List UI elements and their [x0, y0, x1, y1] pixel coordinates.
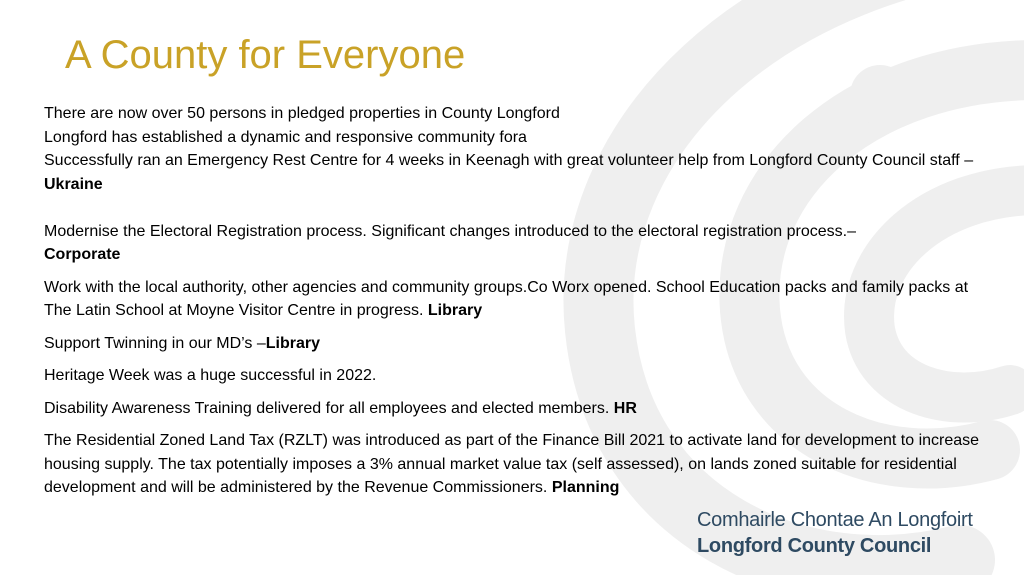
bullet-community-groups-text: Work with the local authority, other agencies and community groups.Co Worx opened. School Education packs and family packs at The Latin School at Moyne Visitor Centre in progress.	[44, 278, 969, 319]
bullet-rzlt	[44, 429, 984, 500]
bullet-community-groups	[44, 276, 984, 323]
bullet-disability-training	[44, 397, 984, 421]
bullet-twinning-text: Support Twinning in our MD’s –	[44, 334, 266, 352]
council-name-english: Longford County Council	[697, 535, 932, 557]
bullet-electoral	[44, 220, 984, 267]
tag-library: Library	[427, 302, 483, 319]
tag-planning: Planning	[551, 479, 620, 496]
bullet-heritage-week-text: Heritage Week was a huge successful in 2022.	[44, 367, 377, 384]
bullet-ukraine	[44, 102, 984, 196]
bullet-heritage-week	[44, 364, 984, 388]
tag-library-twinning: Library	[265, 334, 320, 352]
line-community-fora: Longford has established a dynamic and responsive community fora	[44, 128, 527, 146]
line-pledged-properties: There are now over 50 persons in pledged properties in County Longford	[44, 105, 560, 122]
council-name-irish: Comhairle Chontae An Longfoirt	[697, 509, 973, 531]
line-emergency-rest-centre: Successfully ran an Emergency Rest Centre for 4 weeks in Keenagh with great volunteer help from Longford County Council staff –	[44, 152, 974, 169]
bullet-rzlt-text: The Residential Zoned Land Tax (RZLT) was introduced as part of the Finance Bill 2021 to activate land for development to increase housing supply. The tax potentially imposes a 3% annual market value tax (self assessed), on lands zoned suitable for residential development and will be administered by the Revenue Commissioners.	[44, 432, 980, 496]
slide-body	[44, 102, 984, 500]
tag-ukraine: Ukraine	[44, 175, 103, 193]
council-logo	[697, 507, 973, 559]
tag-corporate: Corporate	[44, 246, 121, 263]
bullet-twinning	[44, 332, 984, 356]
bullet-electoral-text: Modernise the Electoral Registration process. Significant changes introduced to the electoral registration process.–	[44, 222, 856, 240]
bullet-disability-training-text: Disability Awareness Training delivered for all employees and elected members.	[44, 399, 610, 417]
tag-hr: HR	[613, 399, 637, 417]
page-title: A County for Everyone	[65, 33, 466, 77]
